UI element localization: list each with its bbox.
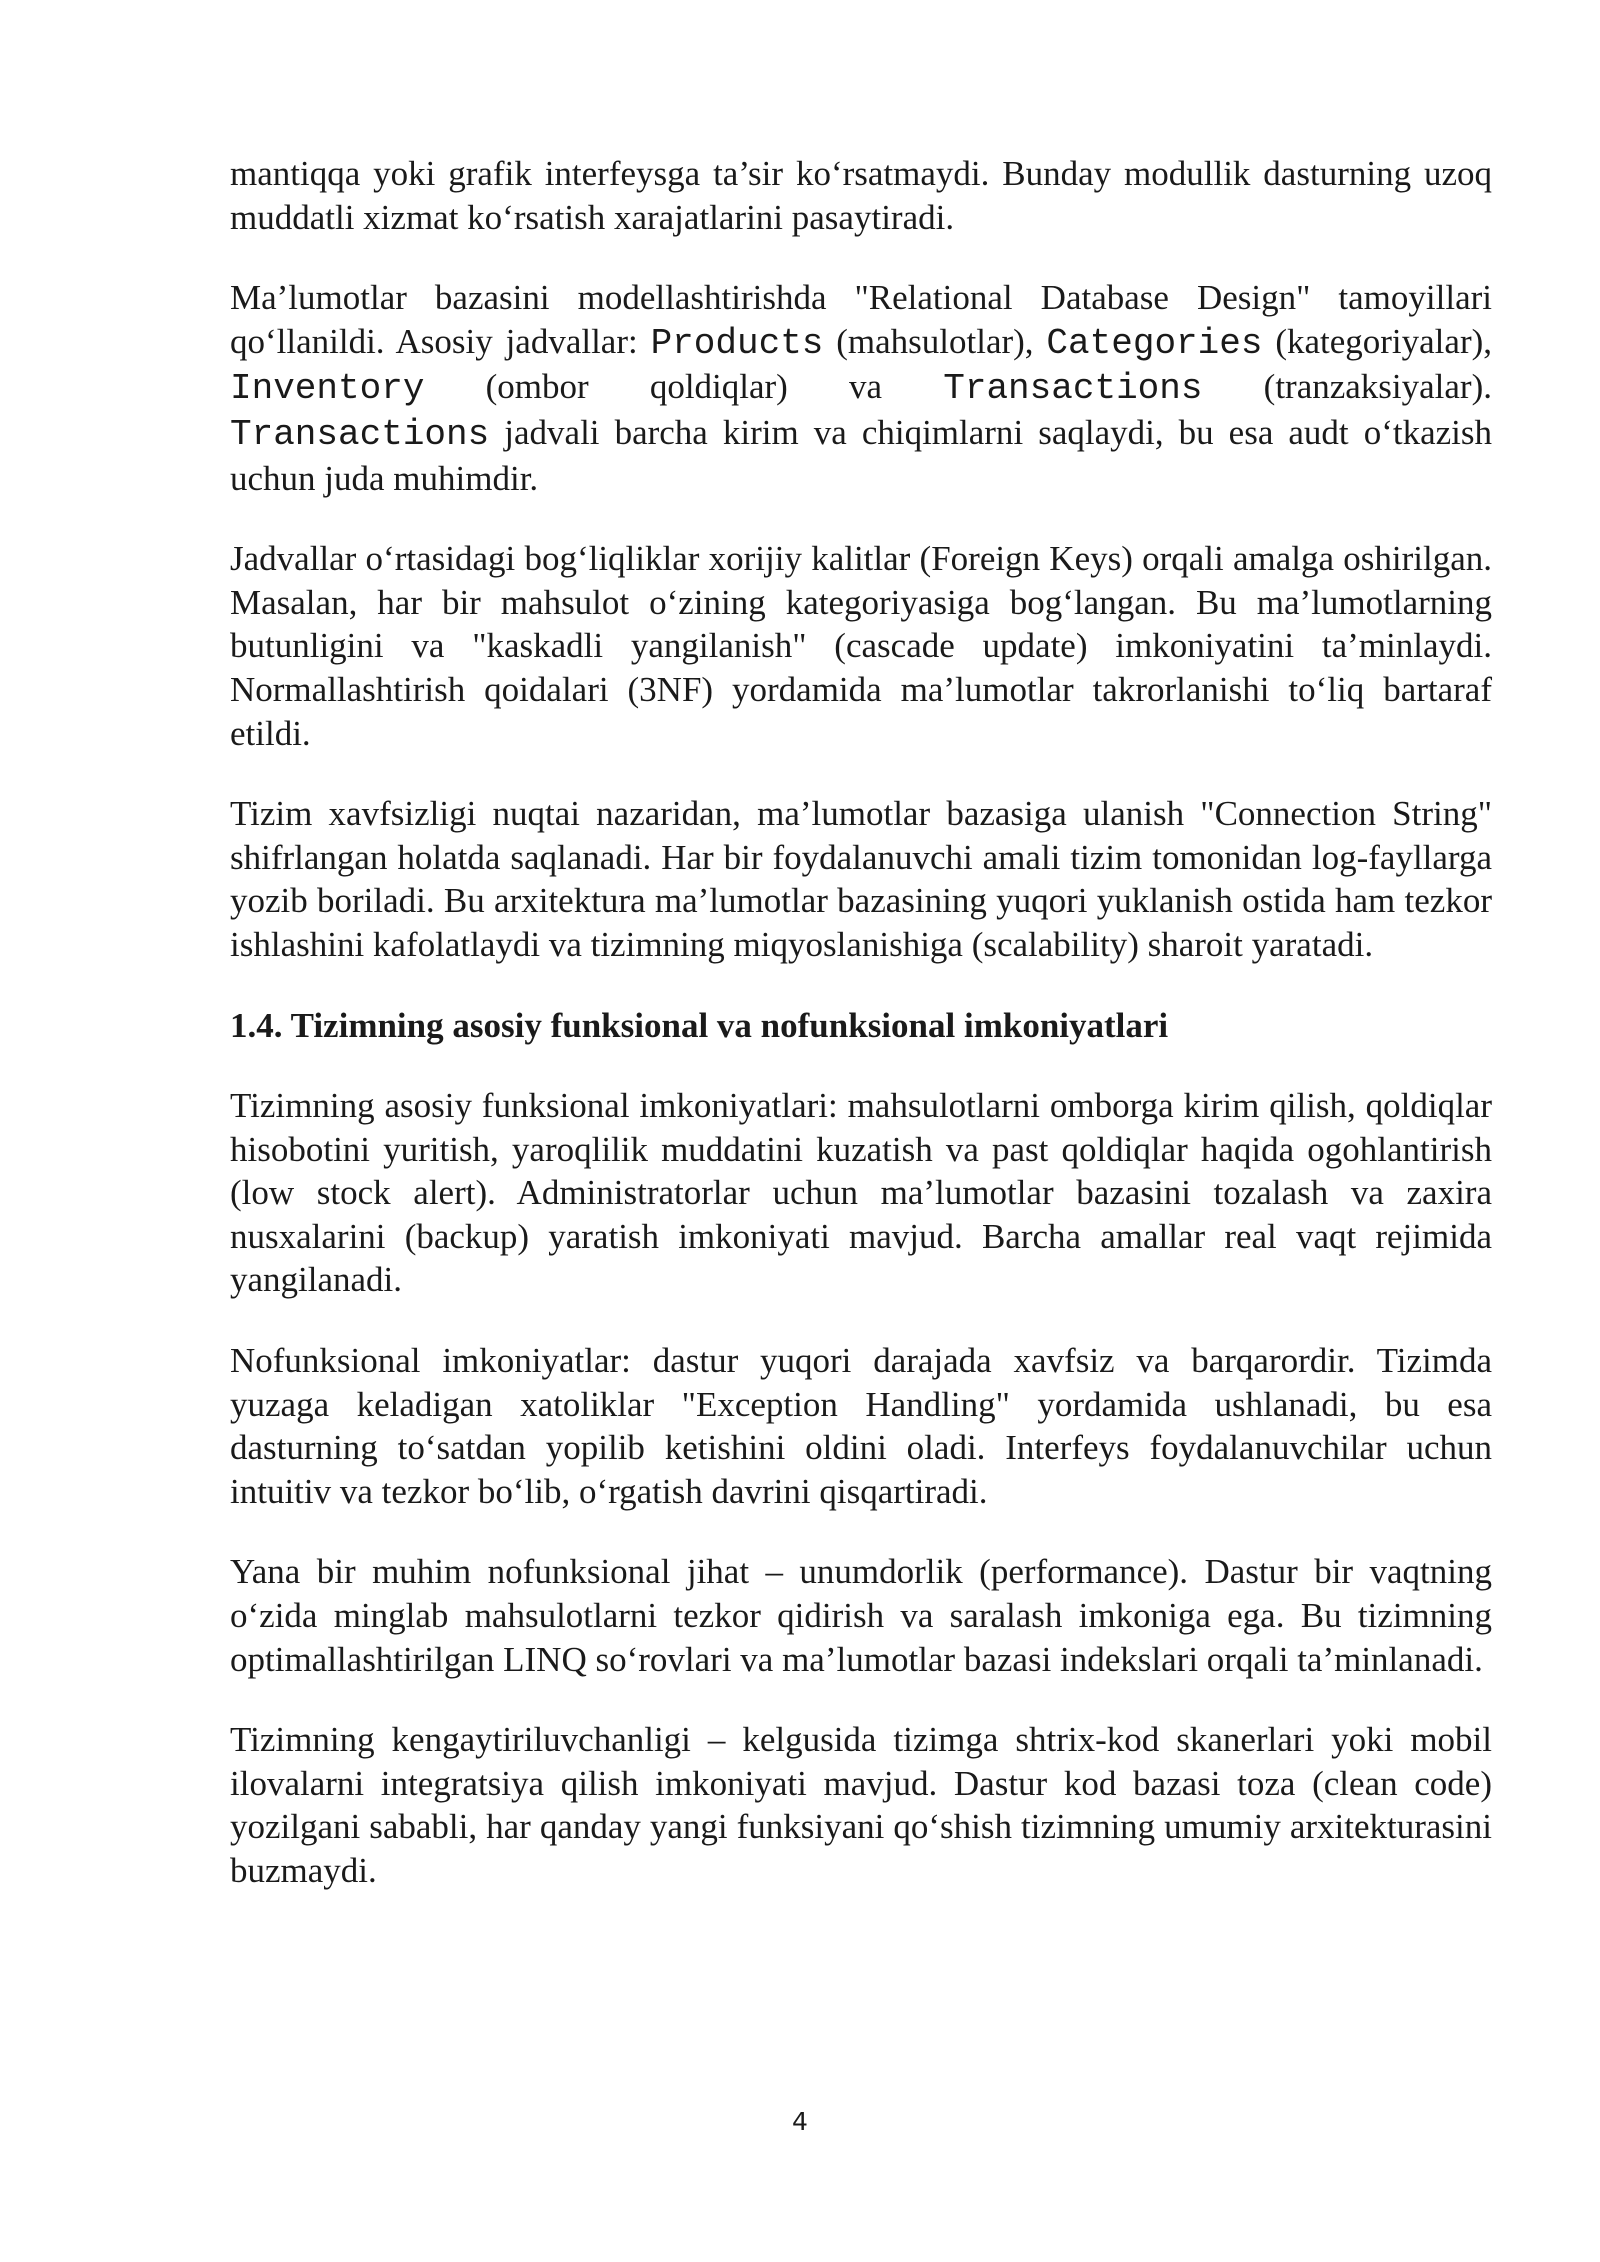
text-span: jadvali barcha kirim va chiqimlarni saqlaydi, bu esa audt o‘tkazish uchun juda muhimdir. bbox=[230, 412, 1492, 498]
text-span: Ma’lumotlar bazasini modellashtirishda "Relational Database Design" tamoyillari qo‘llanildi. Asosiy jadvallar: bbox=[230, 278, 1492, 361]
paragraph-performance: Yana bir muhim nofunksional jihat – unumdorlik (performance). Dastur bir vaqtning o‘zida minglab mahsulotlarni tezkor qidirish va saralash imkoniga ega. Bu tizimning optimallashtirilgan LINQ so‘rovlari va ma’lumotlar bazasi indekslari orqali ta’minlanadi. bbox=[230, 1552, 1492, 1679]
paragraph-relations: Jadvallar o‘rtasidagi bog‘liqliklar xorijiy kalitlar (Foreign Keys) orqali amalga oshirilgan. Masalan, har bir mahsulot o‘zining kategoriyasiga bog‘langan. Bu ma’lumotlarning butunligini va "kaskadli yangilanish" (cascade update) imkoniyatini ta’minlaydi. Normallashtirish qoidalari (3NF) yordamida ma’lumotlar takrorlanishi to‘liq bartaraf etildi. bbox=[230, 539, 1492, 753]
paragraph-security: Tizim xavfsizligi nuqtai nazaridan, ma’lumotlar bazasiga ulanish "Connection String" shifrlangan holatda saqlanadi. Har bir foydalanuvchi amali tizim tomonidan log-fayllarga yozib boriladi. Bu arxitektura ma’lumotlar bazasining yuqori yuklanish ostida ham tezkor ishlashini kafolatlaydi va tizimning miqyoslanishiga (scalability) sharoit yaratadi. bbox=[230, 794, 1492, 964]
section-heading: 1.4. Tizimning asosiy funksional va nofunksional imkoniyatlari bbox=[230, 1005, 1169, 1045]
page-body bbox=[230, 152, 1492, 1893]
paragraph-modularity: mantiqqa yoki grafik interfeysga ta’sir ko‘rsatmaydi. Bunday modullik dasturning uzoq muddatli xizmat ko‘rsatish xarajatlarini pasaytiradi. bbox=[230, 154, 1492, 237]
code-products: Products bbox=[650, 322, 824, 364]
code-transactions: Transactions bbox=[230, 413, 490, 455]
text-span: (mahsulotlar), bbox=[823, 321, 1047, 361]
code-inventory: Inventory bbox=[230, 368, 425, 410]
text-span: (tranzaksiyalar). bbox=[1202, 367, 1492, 407]
paragraph-database-design bbox=[230, 276, 1492, 500]
text-span: (ombor qoldiqlar) va bbox=[424, 367, 944, 407]
page-number: 4 bbox=[792, 2107, 808, 2136]
code-transactions: Transactions bbox=[943, 368, 1203, 410]
paragraph-nonfunctional: Nofunksional imkoniyatlar: dastur yuqori darajada xavfsiz va barqarordir. Tizimda yuzaga keladigan xatoliklar "Exception Handling" yordamida ushlanadi, bu esa dasturning to‘satdan yopilib ketishini oldini oladi. Interfeys foydalanuvchilar uchun intuitiv va tezkor bo‘lib, o‘rgatish davrini qisqartiradi. bbox=[230, 1341, 1492, 1511]
paragraph-extensibility: Tizimning kengaytiriluvchanligi – kelgusida tizimga shtrix-kod skanerlari yoki mobil ilovalarni integratsiya qilish imkoniyati mavjud. Dastur kod bazasi toza (clean code) yozilgani sababli, har qanday yangi funksiyani qo‘shish tizimning umumiy arxitekturasini buzmaydi. bbox=[230, 1720, 1492, 1890]
paragraph-functional: Tizimning asosiy funksional imkoniyatlari: mahsulotlarni omborga kirim qilish, qoldiqlar hisobotini yuritish, yaroqlilik muddatini kuzatish va past qoldiqlar haqida ogohlantirish (low stock alert). Administratorlar uchun ma’lumotlar bazasini tozalash va zaxira nusxalarini (backup) yaratish imkoniyati mavjud. Barcha amallar real vaqt rejimida yangilanadi. bbox=[230, 1086, 1492, 1300]
code-categories: Categories bbox=[1046, 322, 1263, 364]
text-span: (kategoriyalar), bbox=[1262, 321, 1492, 361]
